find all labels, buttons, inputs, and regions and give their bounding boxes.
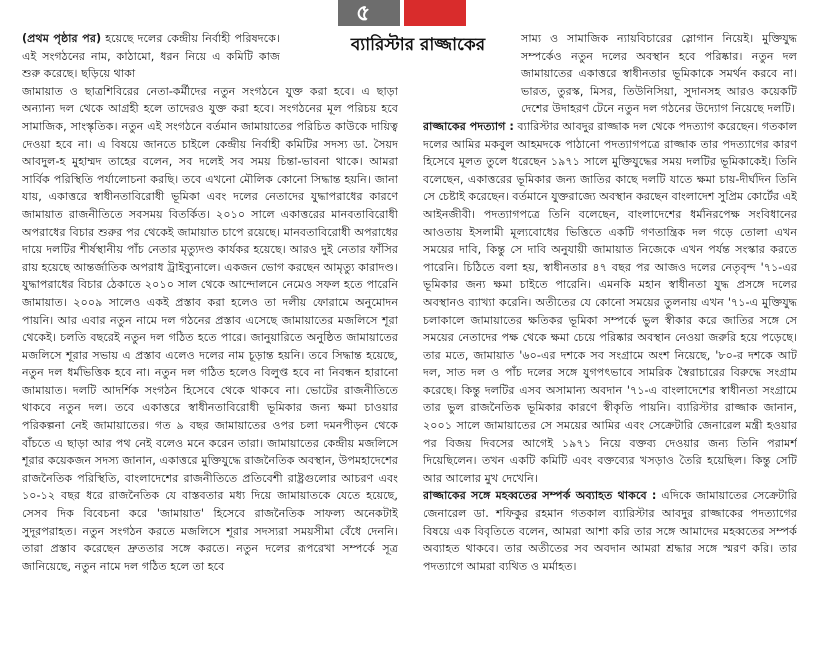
left-intro-text: হয়েছে দলের কেন্দ্রীয় নির্বাহী পরিষদকে। এই সংগঠনের নাম, কাঠামো, ধরন নিয়ে এ কমিটি কাজ শুরু করেছে। ছড়িয়ে থাকা — [22, 32, 280, 81]
right-column — [423, 30, 797, 642]
left-body-paragraph: জামায়াত ও ছাত্রশিবিরের নেতা-কর্মীদের নতুন সংগঠনে যুক্ত করা হবে। এ ছাড়া অন্যান্য দল থেকে আগ্রহী হলে তাদেরও যুক্ত করা হবে। সংগঠনের মূল পরিচয় হবে সামাজিক, সাংস্কৃতিক। নতুন এই সংগঠনে বর্তমান জামায়াতের পরিচিত কাউকে দায়িত্ব দেওয়া হবে না। এ বিষয়ে জানতে চাইলে কেন্দ্রীয় নির্বাহী কমিটির সদস্য ডা. সৈয়দ আবদুল-হ মুহাম্মদ তাহের বলেন, সব দলেই সব সময় চিন্তা-ভাবনা থাকে। আমরা সার্বিক পরিস্থিতি পর্যালোচনা করছি। তবে এখনো মৌলিক কোনো সিদ্ধান্ত হয়নি। জানা যায়, একাত্তরে স্বাধীনতাবিরোধী ভূমিকা এবং দলের নেতাদের যুদ্ধাপরাধের কারণে জামায়াত রাজনীতিতে সবসময় বিতর্কিত। ২০১০ সালে একাত্তরের মানবতাবিরোধী অপরাধের বিচার শুরুর পর থেকেই জামায়াত চাপে রয়েছে। মানবতাবিরোধী অপরাধের দায়ে দলটির শীর্ষস্থানীয় পাঁচ নেতার মৃত্যুদণ্ড কার্যকর হয়েছে। আরও দুই নেতার ফাঁসির রায় হয়েছে আন্তর্জাতিক অপরাধ ট্রাইব্যুনালে। একজন ভোগ করছেন আমৃত্যু কারাদণ্ড। যুদ্ধাপরাধের বিচার ঠেকাতে ২০১০ সাল থেকে আন্দোলনে নেমেও সফল হতে পারেনি জামায়াত। ২০০৯ সালেও একই প্রস্তাব করা হলেও তা দলীয় ফোরামে অনুমোদন পায়নি। আর এবার নতুন নামে দল গঠনের প্রস্তাব এসেছে জামায়াতের মজলিসে শূরা থেকেই। চলতি বছরেই নতুন দল গঠিত হতে পারে। জানুয়ারিতে অনুষ্ঠিত জামায়াতের মজলিসে শূরার সভায় এ প্রস্তাব এলেও দলের নাম চূড়ান্ত হয়নি। তবে সিদ্ধান্ত হয়েছে, নতুন দল ধর্মভিত্তিক হবে না। নতুন দল গঠিত হলেও বিলুপ্ত হবে না নিবন্ধন হারানো জামায়াত। দলটি আদর্শিক সংগঠন হিসেবে থেকে থাকবে না। ভোটের রাজনীতিতে থাকবে নতুন দল। তবে একাত্তরে স্বাধীনতাবিরোধী ভূমিকার জন্য ক্ষমা চাওয়ার পরিকল্পনা নেই জামায়াতের। গত ৯ বছর জামায়াতের ওপর চলা দমনপীড়ন থেকে বাঁচতে এ ছাড়া আর পথ নেই বলেও মনে করেন তারা। জামায়াতের কেন্দ্রীয় মজলিসে শূরার কয়েকজন সদস্য জানান, একাত্তরে মুক্তিযুদ্ধে রাজনৈতিক অবস্থান, উপমহাদেশের রাজনৈতিক পরিস্থিতি, বাংলাদেশের রাজনীতিতে প্রতিবেশী রাষ্ট্রগুলোর আচরণ এবং ১০-১২ বছর ধরে রাজনৈতিক যে বাস্তবতার মধ্য দিয়ে জামায়াতকে যেতে হয়েছে, সেসব দিক বিবেচনা করে 'জামায়াত' হিসেবে রাজনৈতিক সাফল্য অনেকটাই সুদূরপরাহত। নতুন সংগঠন করতে মজলিসে শূরার সদস্যরা সময়সীমা বেঁধে দেননি। তারা প্রস্তাব করেছেন দ্রুততার সঙ্গে করতে। নতুন দলের রূপরেখা সম্পর্কে সূত্র জানিয়েছে, নতুন নামে দল গঠিত হলে তা হবে — [22, 84, 398, 573]
page-number-box — [338, 0, 400, 26]
article-headline: ব্যারিস্টার রাজ্জাকের — [350, 35, 486, 55]
relationship-label: রাজ্জাকের সঙ্গে মহব্বতের সম্পর্ক অব্যাহত থাকবে : — [423, 489, 657, 503]
headline-box — [318, 32, 518, 58]
section-color-box — [404, 0, 466, 26]
continued-label: (প্রথম পৃষ্ঠার পর) — [22, 32, 102, 45]
resignation-label: রাজ্জাকের পদত্যাগ : — [423, 119, 514, 133]
page-masthead — [0, 0, 819, 26]
relationship-text: এদিকে জামায়াতের সেক্রেটারি জেনারেল ডা. শফিকুর রহমান গতকাল ব্যারিস্টার আবদুর রাজ্জাকের পদত্যাগের বিষয়ে এক বিবৃতিতে বলেন, আমরা আশা করি তার সঙ্গে আমাদের মহব্বতের সম্পর্ক অব্যাহত থাকবে। তার অতীতের সব অবদান আমরা শ্রদ্ধার সঙ্গে স্মরণ করি। তার পদত্যাগে আমরা ব্যথিত ও মর্মাহত। — [423, 489, 797, 573]
relationship-section — [423, 487, 797, 575]
resignation-section — [423, 118, 797, 487]
page-number: ৫ — [356, 1, 371, 26]
right-intro-paragraph: সাম্য ও সামাজিক ন্যায়বিচারের স্লোগান নিয়েই। মুক্তিযুদ্ধ সম্পর্কেও নতুন দলের অবস্থান হবে পরিষ্কার। নতুন দল জামায়াতের একাত্তরে স্বাধীনতার ভূমিকাকে সমর্থন করবে না। ভারত, তুরস্ক, মিসর, তিউনিসিয়া, সুদানসহ আরও কয়েকটি দেশের উদাহরণ টেনে নতুন দল গঠনের উদ্যোগ নিয়েছে দলটি। — [521, 32, 797, 116]
left-column — [22, 30, 398, 642]
resignation-text: ব্যারিস্টার আবদুর রাজ্জাক দল থেকে পদত্যাগ করেছেন। গতকাল দলের আমির মকবুল আহমদকে পাঠানো পদত্যাগপত্রে রাজ্জাক তার পদত্যাগের কারণ হিসেবে মূলত তুলে ধরেছেন ১৯৭১ সালে মুক্তিযুদ্ধের সময় দলটির ভূমিকাকেই। তিনি বলেছেন, একাত্তরের ভূমিকার জন্য জাতির কাছে দলটি যাতে ক্ষমা চায়-দীর্ঘদিন তিনি সে চেষ্টাই করেছেন। বর্তমানে যুক্তরাজ্যে অবস্থান করছেন বাংলাদেশ সুপ্রিম কোর্টের এই আইনজীবী। পদত্যাগপত্রে তিনি বলেছেন, বাংলাদেশের ধর্মনিরপেক্ষ সংবিধানের আওতায় ইসলামী মূল্যবোধের ভিত্তিতে একটি গণতান্ত্রিক দল গড়ে তোলা এখন সময়ের দাবি, কিন্তু সে দাবি অনুযায়ী জামায়াত নিজেকে এখন পর্যন্ত সংস্কার করতে পারেনি। চিঠিতে বলা হয়, স্বাধীনতার ৪৭ বছর পর আজও দলের নেতৃবৃন্দ '৭১-এর ভূমিকার জন্য ক্ষমা চাইতে পারেনি। এমনকি মহান স্বাধীনতা যুদ্ধ প্রসঙ্গে দলের অবস্থানও ব্যাখ্যা করেনি। অতীতের যে কোনো সময়ের তুলনায় এখন '৭১-এ মুক্তিযুদ্ধ চলাকালে জামায়াতের ক্ষতিকর ভূমিকা সম্পর্কে ভুল স্বীকার করে জাতির সঙ্গে সে সময়ের নেতাদের পক্ষ থেকে ক্ষমা চেয়ে পরিষ্কার অবস্থান নেওয়া জরুরি হয়ে পড়েছে। তার মতে, জামায়াত '৬০-এর দশকে সব সংগ্রামে অংশ নিয়েছে, '৮০-র দশকে আট দল, সাত দল ও পাঁচ দলের সঙ্গে যুগপৎভাবে সামরিক স্বৈরাচারের বিরুদ্ধে সংগ্রাম করেছে। কিন্তু দলটির এসব অসামান্য অবদান '৭১-এ বাংলাদেশের স্বাধীনতা সংগ্রামে তার ভুল রাজনৈতিক ভূমিকার কারণে স্বীকৃতি পায়নি। ব্যারিস্টার রাজ্জাক জানান, ২০০১ সালে জামায়াতের সে সময়ের আমির এবং সেক্রেটারি জেনারেল মন্ত্রী হওয়ার পর বিজয় দিবসের আগেই ১৯৭১ নিয়ে বক্তব্য দেওয়ার জন্য তিনি পরামর্শ দিয়েছিলেন। তখন একটি কমিটি এবং বক্তব্যের খসড়াও তৈরি হয়েছিল। কিন্তু সেটি আর আলোর মুখ দেখেনি। — [423, 119, 797, 485]
